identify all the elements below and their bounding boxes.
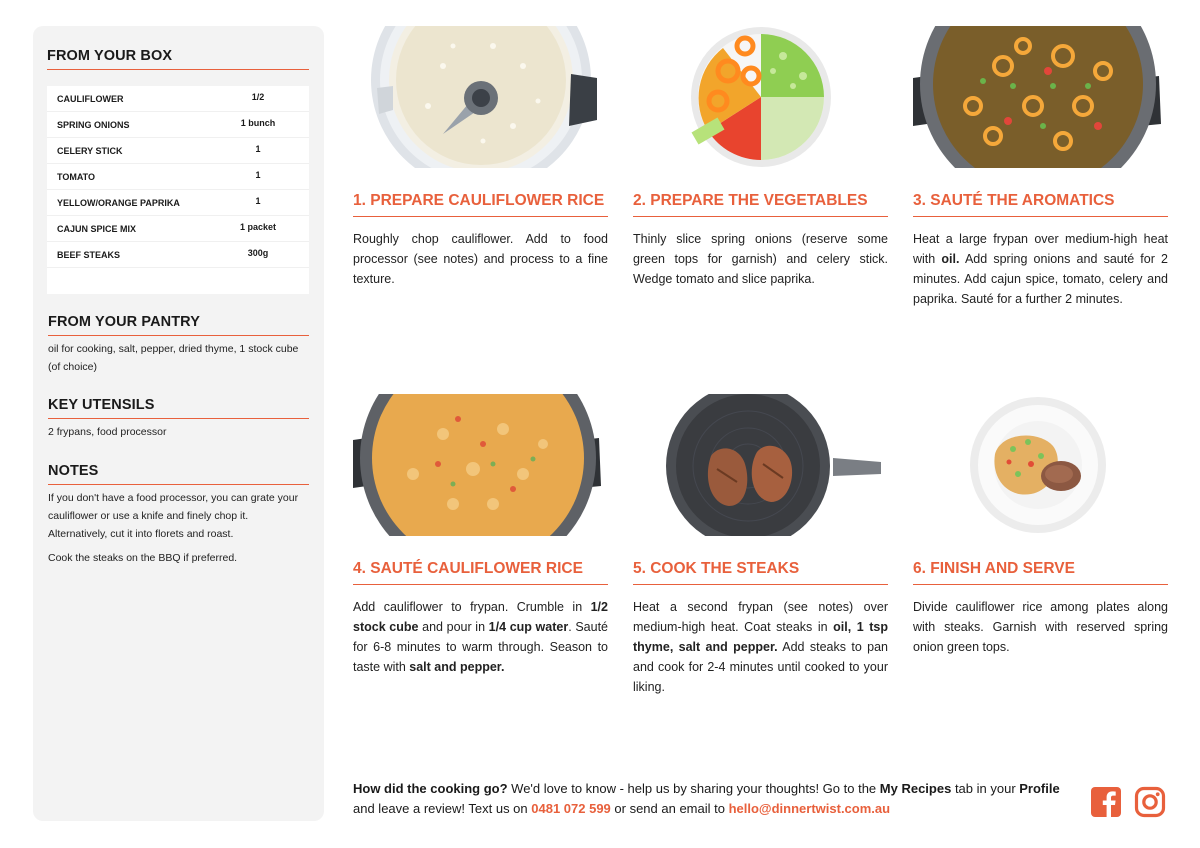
my-recipes-link[interactable]: My Recipes	[879, 781, 952, 796]
footer-text: tab in your	[951, 781, 1020, 796]
ingredient-quantity: 1 packet	[239, 221, 277, 232]
footer-text: We'd love to know - help us by sharing your thoughts! Go to the	[507, 781, 880, 796]
instruction-text: Divide cauliflower rice among plates along with steaks. Garnish with reserved spring onion green tops.	[913, 600, 1168, 654]
ingredient-row	[47, 86, 309, 112]
ingredient-quantity: 1	[255, 169, 261, 180]
footer-question: How did the cooking go?	[353, 781, 508, 796]
profile-link[interactable]: Profile	[1019, 781, 1060, 796]
ingredient-name: BEEF STEAKS	[57, 249, 121, 260]
review-footer	[353, 779, 1078, 819]
pantry-heading: FROM YOUR PANTRY	[48, 314, 309, 336]
instruction-text: Add spring onions and sauté for 2 minutes. Add cajun spice, tomato, celery and paprika. Sauté for a further 2 minutes.	[913, 252, 1169, 306]
ingredient-quantity: 1 bunch	[240, 117, 276, 128]
instagram-icon[interactable]	[1134, 786, 1166, 818]
notes-text-2: Cook the steaks on the BBQ if preferred.	[48, 552, 238, 564]
plated-dish-photo	[913, 394, 1168, 536]
step-instructions	[353, 597, 608, 677]
ingredient-name: CAJUN SPICE MIX	[57, 223, 137, 234]
ingredient-emphasis: salt and pepper.	[409, 660, 505, 674]
step-instructions	[913, 597, 1168, 657]
step-title: 2. PREPARE THE VEGETABLES	[633, 192, 888, 217]
utensils-section	[48, 397, 309, 441]
ingredient-quantity: 300g	[247, 247, 269, 258]
ingredients-table	[47, 86, 309, 294]
cauliflower-rice-frypan-photo	[353, 394, 608, 536]
footer-text: or send an email to	[610, 801, 729, 816]
step-instructions	[633, 597, 888, 697]
step-title: 3. SAUTÉ THE AROMATICS	[913, 192, 1168, 217]
ingredient-quantity: 1	[255, 143, 261, 154]
phone-number-link[interactable]: 0481 072 599	[531, 801, 611, 816]
step-instructions	[633, 229, 888, 289]
utensils-heading: KEY UTENSILS	[48, 397, 309, 419]
instruction-text: Roughly chop cauliflower. Add to food processor (see notes) and process to a fine texture.	[353, 232, 608, 286]
step-instructions	[913, 229, 1168, 309]
ingredient-row	[47, 164, 309, 190]
step-title: 6. FINISH AND SERVE	[913, 560, 1168, 585]
ingredient-name: TOMATO	[57, 171, 95, 182]
vegetables-plate-photo	[633, 26, 888, 168]
ingredient-quantity: 1	[255, 195, 261, 206]
ingredient-row	[47, 242, 309, 268]
utensils-text: 2 frypans, food processor	[48, 426, 167, 438]
ingredient-row	[47, 112, 309, 138]
instruction-text: Add cauliflower to frypan. Crumble in	[353, 600, 591, 614]
notes-heading: NOTES	[48, 463, 309, 485]
ingredient-name: CELERY STICK	[57, 145, 123, 156]
steaks-frypan-photo	[633, 394, 888, 536]
ingredient-name: CAULIFLOWER	[57, 93, 124, 104]
instruction-text: Heat a large frypan over medium-high heat with	[913, 232, 1168, 266]
ingredient-row	[47, 190, 309, 216]
notes-section	[48, 463, 309, 567]
facebook-icon[interactable]	[1090, 786, 1122, 818]
step-instructions	[353, 229, 608, 289]
food-processor-photo	[353, 26, 608, 168]
instruction-text: and pour in	[418, 620, 489, 634]
email-link[interactable]: hello@dinnertwist.com.au	[728, 801, 891, 816]
pantry-text: oil for cooking, salt, pepper, dried thyme, 1 stock cube (of choice)	[48, 343, 299, 373]
ingredient-emphasis: 1/2 stock cube	[353, 600, 608, 634]
step-title: 4. SAUTÉ CAULIFLOWER RICE	[353, 560, 608, 585]
ingredients-sidebar	[33, 26, 324, 821]
ingredient-name: SPRING ONIONS	[57, 119, 130, 130]
ingredient-emphasis: 1/4 cup water	[488, 620, 569, 634]
ingredient-name: YELLOW/ORANGE PAPRIKA	[57, 197, 180, 208]
step-title: 1. PREPARE CAULIFLOWER RICE	[353, 192, 608, 217]
instruction-text: Thinly slice spring onions (reserve some green tops for garnish) and celery stick. Wedge tomato and slice paprika.	[633, 232, 888, 286]
aromatics-frypan-photo	[913, 26, 1168, 168]
step-title: 5. COOK THE STEAKS	[633, 560, 888, 585]
instruction-text: Add steaks to pan and cook for 2-4 minutes until cooked to your liking.	[633, 640, 888, 694]
ingredient-row	[47, 216, 309, 242]
notes-text-1: If you don't have a food processor, you can grate your cauliflower or use a knife and finely chop it. Alternatively, cut it into florets and roast.	[48, 492, 299, 540]
instruction-text: . Sauté for 6-8 minutes to warm through. Season to taste with	[353, 620, 609, 674]
ingredient-row	[47, 138, 309, 164]
footer-text: and leave a review! Text us on	[353, 801, 532, 816]
from-your-box-heading: FROM YOUR BOX	[47, 48, 309, 70]
ingredient-emphasis: oil, 1 tsp thyme, salt and pepper.	[633, 620, 889, 654]
pantry-section	[48, 314, 309, 376]
instruction-text: Heat a second frypan (see notes) over medium-high heat. Coat steaks in	[633, 600, 888, 634]
ingredient-quantity: 1/2	[251, 91, 265, 102]
ingredient-emphasis: oil.	[941, 252, 960, 266]
